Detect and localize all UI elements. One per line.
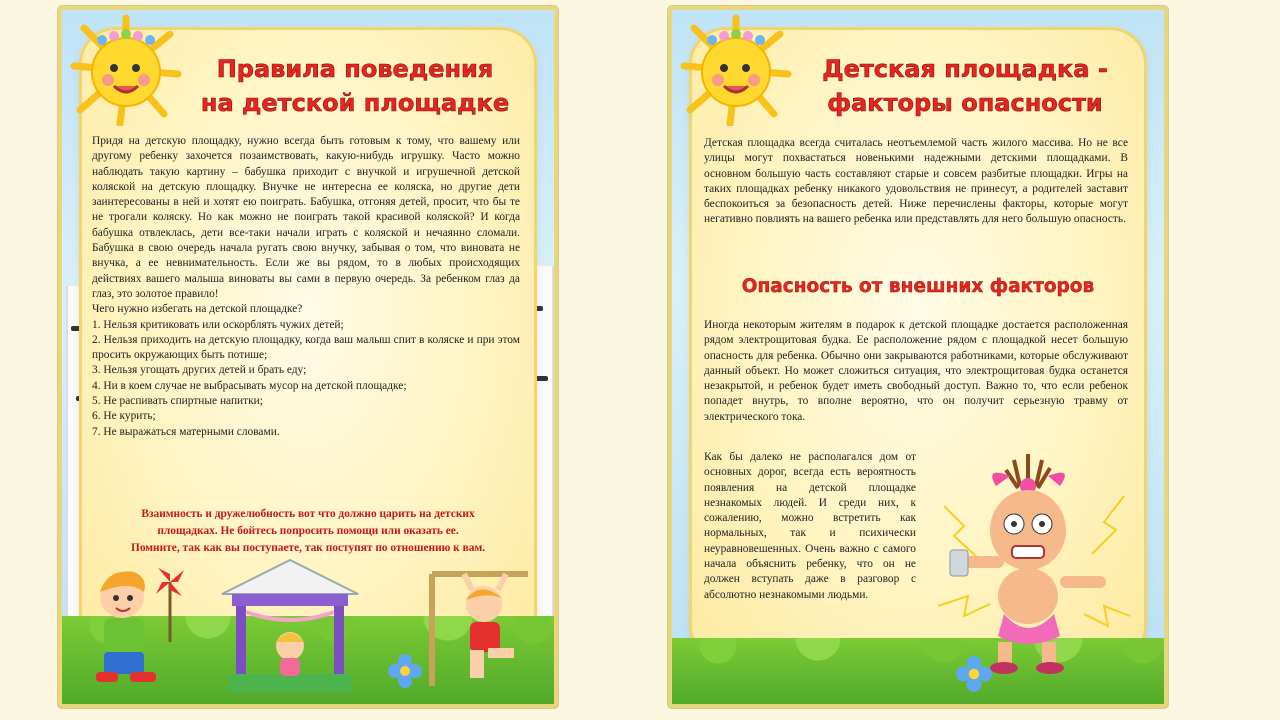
sun-icon	[680, 14, 792, 126]
strangers-paragraph: Как бы далеко не располагался дом от основных дорог, всегда есть вероятность появления на детской площадке незнакомых людей. И среди них, к сожалению, можно встретить как нормальных, так и психически неуравновешенных. Очень важно с самого начала объяснить ребенку, что он не должен вступать даже в разговор с абсолютно незнакомыми людьми.	[704, 451, 916, 601]
section-title: Опасность от внешних факторов	[741, 276, 1095, 297]
red-note-line: Взаимность и дружелюбность вот что должно царить на детских	[141, 508, 475, 520]
intro-paragraph: Детская площадка всегда считалась неотъемлемой часть жилого массива. Но не все улицы могут похвастаться новенькими надежными детскими площадками. В основном большую часть составляют старые и совсем разбитые площадки. Игры на таких площадках ребенку никакого удовольствия не принесут, а родителей заставит беспокоиться за безопасность детей. Ниже перечислены факторы, которые могут негативно повлиять на вашего ребенка или представлять для него большую опасность.	[704, 137, 1128, 226]
rule-item: 2. Нельзя приходить на детскую площадку, когда ваш малыш спит в коляске и при этом просить окружающих быть потише;	[92, 333, 520, 362]
danger-body	[704, 318, 1128, 425]
rule-item: 7. Не выражаться матерными словами.	[92, 425, 280, 438]
flower-icon	[388, 654, 422, 688]
poster-title	[780, 52, 1150, 120]
sun-icon	[70, 14, 182, 126]
red-note	[96, 506, 520, 557]
boy-icon	[78, 562, 188, 702]
title-line: на детской площадке	[200, 89, 510, 117]
rules-body	[92, 134, 520, 440]
gym-boy-icon	[424, 562, 534, 692]
rule-item: 6. Не курить;	[92, 410, 156, 423]
title-line: Детская площадка -	[822, 55, 1108, 83]
poster-title	[170, 52, 540, 120]
question-text: Чего нужно избегать на детской площадке?	[92, 303, 303, 316]
girl-shock-icon	[924, 446, 1144, 676]
red-note-line: площадках. Не бойтесь попросить помощи или оказать ее.	[157, 525, 459, 537]
red-note-line: Помните, так как вы поступаете, так поступят по отношению к вам.	[130, 542, 486, 554]
rule-item: 4. Ни в коем случае не выбрасывать мусор на детской площадке;	[92, 379, 407, 392]
intro-paragraph: Придя на детскую площадку, нужно всегда быть готовым к тому, что вашему или другому ребенку захочется позаимствовать, какую-нибудь игрушку. Часто можно наблюдать такую картину – бабушка приходит с внучкой и игрушечной детской коляской на детскую площадку. Внучке не интересна ее коляска, но другие дети заинтересованы в ней и хотят ею поиграть. Бабушка, отгоняя детей, просит, что бы те не трогали коляску. Но как можно не поиграть такой красивой коляской? И когда бабушка отвлеклась, дети все-таки начали играть с коляской и нечаянно сломали. Бабушка в свою очередь начала ругать свою внучку, забывая о том, что виновата не внучка, а ее невнимательность. Если же вы рядом, то в любых происходящих действиях вашего малыша виноваты вы сами в первую очередь. За ребенком глаз да глаз, это золотое правило!	[92, 135, 520, 300]
title-line: Правила поведения	[216, 55, 494, 83]
rule-item: 5. Не распивать спиртные напитки;	[92, 395, 263, 408]
danger-paragraph: Иногда некоторым жителям в подарок к детской площадке достается расположенная рядом электрощитовая будка. Ее расположение рядом с площадкой несет большую опасность для ребенка. Обычно они закрываются работниками, которые обслуживают данный объект. Но может сложиться ситуация, что электрощитовая будка останется незакрытой, и ребенок будет иметь свободный доступ. Важно то, что если ребенок попадет внутрь, то вполне вероятно, что он получит серьезную травму от электрического тока.	[704, 319, 1128, 423]
strangers-body	[704, 450, 916, 603]
poster-rules	[58, 6, 558, 708]
rule-item: 1. Нельзя критиковать или оскорблять чужих детей;	[92, 318, 344, 331]
gazebo-icon	[214, 554, 366, 704]
title-line: факторы опасности	[827, 89, 1103, 117]
girl-icon	[276, 632, 304, 676]
rule-item: 3. Нельзя угощать других детей и брать еду;	[92, 364, 307, 377]
poster-dangers	[668, 6, 1168, 708]
intro-body	[704, 136, 1128, 228]
rules-list	[92, 318, 520, 440]
